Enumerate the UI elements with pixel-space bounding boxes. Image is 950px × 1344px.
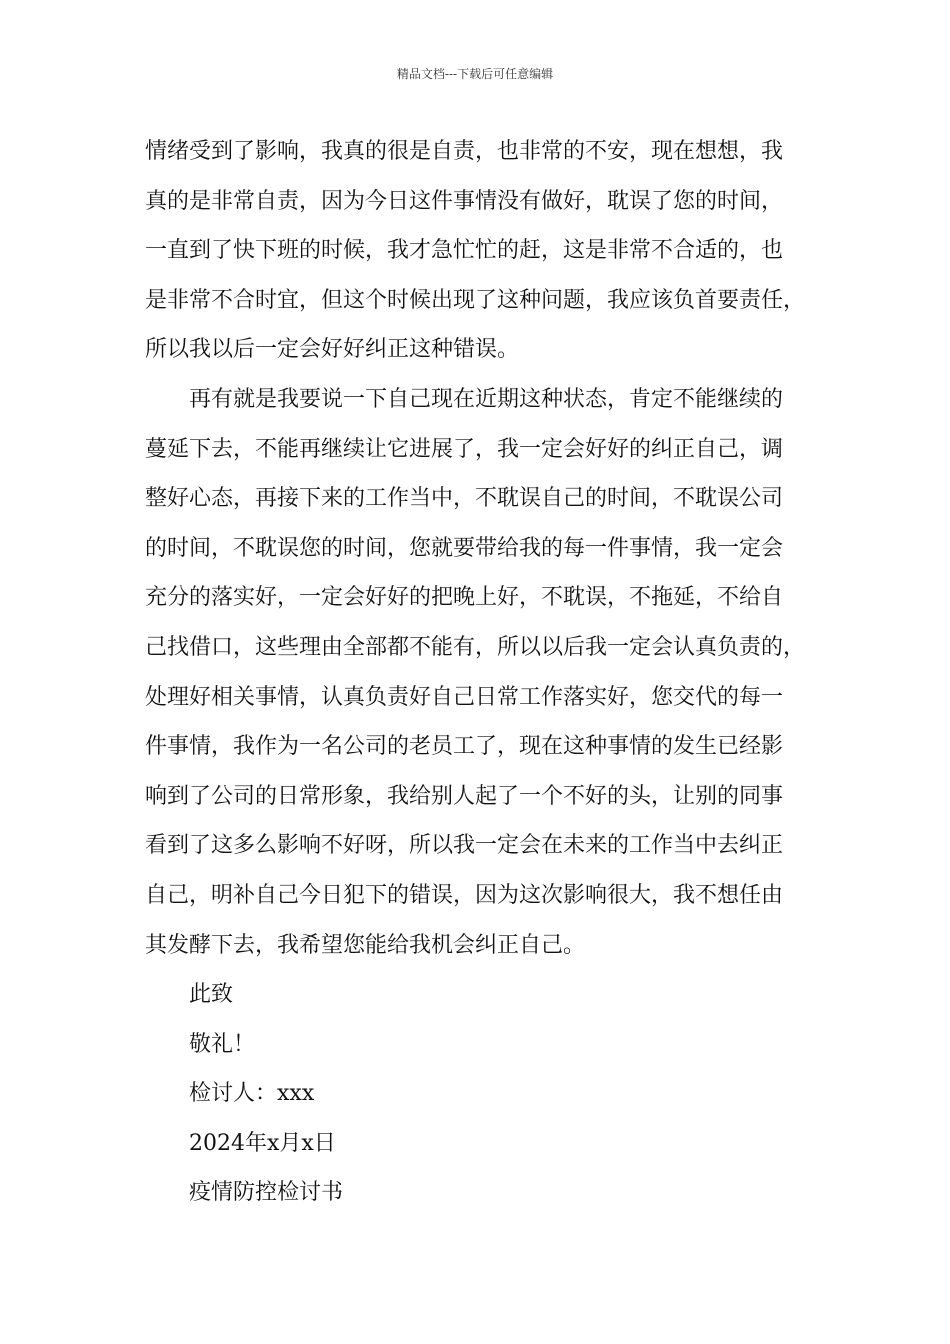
text-line: 件事情，我作为一名公司的老员工了，现在这种事情的发生已经影 [145,734,784,760]
text-line: 是非常不合时宜，但这个时候出现了这种问题，我应该负首要责任， [145,287,806,313]
text-line: 一直到了快下班的时候，我才急忙忙的赶，这是非常不合适的，也 [145,238,784,264]
text-line: 自己，明补自己今日犯下的错误，因为这次影响很大，我不想任由 [145,882,784,908]
document-body [145,132,825,1223]
text-line: 己找借口，这些理由全部都不能有，所以以后我一定会认真负责的， [145,634,806,660]
text-line: 处理好相关事情，认真负责好自己日常工作落实好，您交代的每一 [145,684,784,710]
signature-line: 检讨人：xxx [189,1081,315,1107]
text-line: 情绪受到了影响，我真的很是自责，也非常的不安，现在想想，我 [145,139,784,164]
text-line: 充分的落实好，一定会好好的把晚上好，不耽误，不拖延，不给自 [145,585,784,611]
page-header: 精品文档---下载后可任意编辑 [396,67,554,81]
text-line: 整好心态，再接下来的工作当中，不耽误自己的时间，不耽误公司 [145,486,784,512]
text-line: 所以我以后一定会好好纠正这种错误。 [145,337,520,363]
text-line: 再有就是我要说一下自己现在近期这种状态，肯定不能继续的 [189,386,784,412]
text-line: 真的是非常自责，因为今日这件事情没有做好，耽误了您的时间， [145,188,784,214]
next-section-title: 疫情防控检讨书 [189,1180,344,1206]
text-line: 蔓延下去，不能再继续让它进展了，我一定会好好的纠正自己，调 [145,436,784,462]
salute-line: 敬礼！ [189,1031,256,1057]
closing-line: 此致 [189,982,234,1008]
text-line: 其发酵下去，我希望您能给我机会纠正自己。 [145,932,586,958]
text-line: 响到了公司的日常形象，我给别人起了一个不好的头，让别的同事 [145,783,784,809]
text-line: 的时间，不耽误您的时间，您就要带给我的每一件事情，我一定会 [145,535,784,561]
text-line: 看到了这多么影响不好呀，所以我一定会在未来的工作当中去纠正 [145,833,784,859]
date-line: 2024年x月x日 [189,1130,336,1156]
